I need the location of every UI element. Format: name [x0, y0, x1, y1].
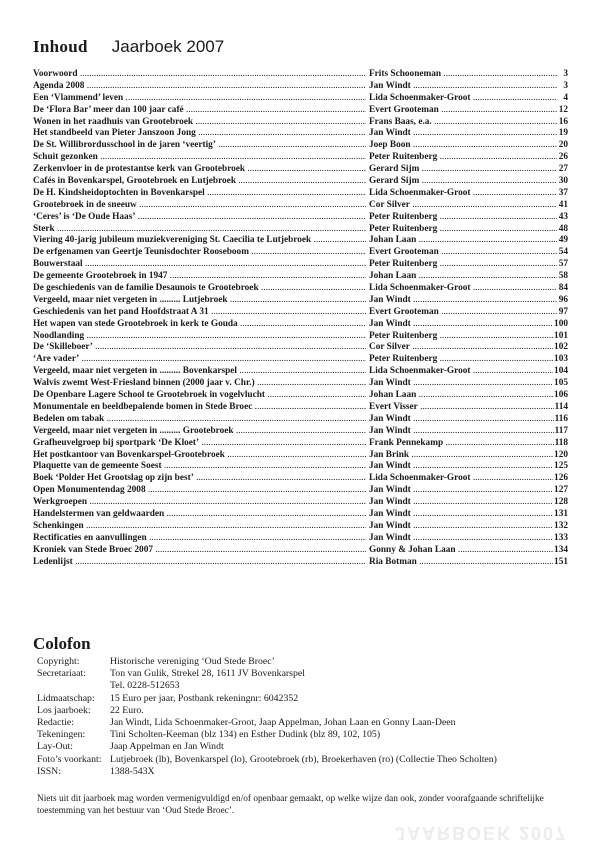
colofon-value: Historische vereniging ‘Oud Stede Broec’	[110, 656, 275, 667]
toc-entry	[33, 342, 568, 354]
colofon-key: Copyright:	[37, 656, 80, 667]
toc-entry	[33, 152, 568, 164]
colofon-row	[37, 754, 577, 766]
toc-entry	[33, 117, 568, 129]
toc-page: 37	[558, 187, 568, 198]
toc-author: Jan Windt .....	[369, 521, 557, 533]
toc-title: Een ‘Vlammend’ leven .....	[33, 93, 366, 105]
colofon-title: Colofon	[33, 634, 91, 653]
toc-title: De gemeente Grootebroek in 1947 .....	[33, 271, 366, 283]
toc-author: Lida Schoenmaker-Groot .....	[369, 283, 557, 295]
toc-title: Boek ‘Polder Het Grootslag op zijn best’ .....	[33, 473, 366, 485]
toc-author: Peter Ruitenberg .....	[369, 259, 557, 271]
toc-page: 97	[558, 306, 568, 317]
page-header	[33, 37, 224, 57]
colofon-value: Tini Scholten-Keeman (blz 134) en Esther Dudink (blz 89, 102, 105)	[110, 729, 381, 741]
toc-title: Bouwerstaal .....	[33, 259, 366, 271]
toc-entry	[33, 366, 568, 378]
toc-entry	[33, 140, 568, 152]
toc-title: Schenkingen .....	[33, 521, 366, 533]
toc-entry	[33, 259, 568, 271]
toc-page: 43	[558, 211, 568, 222]
toc-author: Lida Schoenmaker-Groot .....	[369, 188, 557, 200]
toc-title: Open Monumentendag 2008 .....	[33, 485, 366, 497]
toc-author: Frans Baas, e.a. .....	[369, 117, 557, 129]
toc-page: 41	[558, 199, 568, 210]
toc-author: Peter Ruitenberg .....	[369, 152, 557, 164]
toc-page: 151	[554, 556, 568, 567]
toc-title: De H. Kindsheidoptochten in Bovenkarspel .....	[33, 188, 366, 200]
colofon-row	[37, 741, 577, 753]
contents-label: Inhoud	[33, 37, 88, 56]
toc-entry	[33, 319, 568, 331]
toc-author: Jan Windt .....	[369, 295, 557, 307]
toc-title: Voorwoord .....	[33, 69, 366, 81]
toc-author: Jan Windt .....	[369, 426, 557, 438]
toc-title: ‘Are vader’ .....	[33, 354, 366, 366]
toc-title: Het standbeeld van Pieter Janszoon Jong .....	[33, 128, 366, 140]
toc-entry	[33, 235, 568, 247]
toc-entry	[33, 212, 568, 224]
toc-author: Evert Visser .....	[369, 402, 557, 414]
toc-author: Gonny & Johan Laan .....	[369, 545, 557, 557]
toc-entry	[33, 426, 568, 438]
colofon-key: Tekeningen:	[37, 729, 86, 741]
toc-page: 105	[554, 378, 568, 389]
toc-page: 127	[554, 485, 568, 496]
colofon-key: ISSN:	[37, 765, 61, 777]
toc-title: Plaquette van de gemeente Soest .....	[33, 461, 366, 473]
toc-entry	[33, 200, 568, 212]
toc-entry	[33, 307, 568, 319]
toc-page: 3	[563, 80, 568, 91]
toc-author: Lida Schoenmaker-Groot .....	[369, 473, 557, 485]
toc-page: 102	[554, 342, 568, 353]
toc-page: 16	[558, 116, 568, 127]
toc-title: Wonen in het raadhuis van Grootebroek .....	[33, 117, 366, 129]
toc-title: Het wapen van stede Grootebroek in kerk te Gouda .....	[33, 319, 366, 331]
toc-title: Rectificaties en aanvullingen .....	[33, 533, 366, 545]
toc-author: Frits Schooneman .....	[369, 69, 557, 81]
toc-author: Cor Silver .....	[369, 342, 557, 354]
table-of-contents	[33, 69, 568, 568]
toc-title: Vergeeld, maar niet vergeten in ......... Bovenkarspel .....	[33, 366, 366, 378]
colofon-value: 1388-543X	[110, 765, 155, 777]
colofon-value: 15 Euro per jaar, Postbank rekeningnr: 6042352	[110, 692, 299, 704]
toc-page: 12	[558, 104, 568, 115]
toc-entry	[33, 164, 568, 176]
colofon-row	[37, 717, 577, 729]
colofon-list	[37, 656, 577, 778]
toc-title: Walvis zwemt West-Friesland binnen (2000 jaar v. Chr.) .....	[33, 378, 366, 390]
colofon-key: Lay-Out:	[37, 741, 73, 753]
toc-title: De Openbare Lagere School te Grootebroek in vogelvlucht .....	[33, 390, 366, 402]
toc-title: Grafheuvelgroep bij sportpark ‘De Kloet’ .....	[33, 438, 366, 450]
toc-entry	[33, 247, 568, 259]
colofon-row	[37, 766, 577, 778]
toc-entry	[33, 545, 568, 557]
toc-author: Jan Windt .....	[369, 378, 557, 390]
toc-title: Handelstermen van geldwaarden .....	[33, 509, 366, 521]
toc-page: 118	[554, 437, 568, 448]
toc-author: Jan Windt .....	[369, 319, 557, 331]
toc-page: 48	[558, 223, 568, 234]
toc-title: Bedelen om tabak .....	[33, 414, 366, 426]
toc-page: 131	[554, 508, 568, 519]
toc-page: 128	[554, 497, 568, 508]
toc-page: 26	[558, 152, 568, 163]
toc-author: Cor Silver .....	[369, 200, 557, 212]
toc-author: Frank Pennekamp .....	[369, 438, 557, 450]
colofon-row	[37, 668, 577, 680]
toc-entry	[33, 485, 568, 497]
colofon-value: Tel. 0228-512653	[110, 680, 180, 692]
toc-page: 96	[558, 294, 568, 305]
colofon-value: Lutjebroek (lb), Bovenkarspel (lo), Grootebroek (rb), Broekerhaven (ro) (Collectie Theo Scholten)	[110, 753, 497, 765]
toc-entry	[33, 473, 568, 485]
toc-author: Lida Schoenmaker-Groot .....	[369, 93, 557, 105]
toc-entry	[33, 557, 568, 569]
toc-author: Johan Laan .....	[369, 271, 557, 283]
toc-author: Jan Windt .....	[369, 128, 557, 140]
yearbook-title: Jaarboek 2007	[111, 37, 225, 56]
toc-author: Gerard Sijm .....	[369, 176, 557, 188]
toc-title: Schuit gezonken .....	[33, 152, 366, 164]
toc-title: De St. Willibrordusschool in de jaren ‘veertig’ .....	[33, 140, 366, 152]
toc-entry	[33, 390, 568, 402]
toc-title: Grootebroek in de sneeuw .....	[33, 200, 366, 212]
toc-page: 120	[554, 449, 568, 460]
toc-author: Joep Boon .....	[369, 140, 557, 152]
toc-page: 133	[554, 532, 568, 543]
toc-title: ‘Ceres’ is ‘De Oude Haas’ .....	[33, 212, 366, 224]
toc-page: 114	[554, 401, 568, 412]
toc-author: Peter Ruitenberg .....	[369, 331, 557, 343]
toc-author: Peter Ruitenberg .....	[369, 354, 557, 366]
toc-author: Jan Windt .....	[369, 414, 557, 426]
toc-author: Peter Ruitenberg .....	[369, 224, 557, 236]
toc-entry	[33, 331, 568, 343]
toc-author: Jan Windt .....	[369, 485, 557, 497]
toc-page: 134	[554, 544, 568, 555]
toc-author: Jan Windt .....	[369, 497, 557, 509]
toc-page: 101	[554, 330, 568, 341]
colofon-row	[37, 729, 577, 741]
copyright-notice: Niets uit dit jaarboek mag worden vermenigvuldigd en/of openbaar gemaakt, op welke wijze dan ook, zonder voorafgaande schriftelijke toestemming van het bestuur van ‘Oud Stede Broec’.	[37, 794, 544, 816]
colofon-row	[37, 656, 577, 668]
colofon-value: 22 Euro.	[110, 704, 144, 716]
toc-title: Viering 40-jarig jubileum muziekvereniging St. Caecilia te Lutjebroek .....	[33, 235, 366, 247]
toc-page: 49	[558, 235, 568, 246]
toc-author: Evert Grooteman .....	[369, 307, 557, 319]
toc-entry	[33, 224, 568, 236]
toc-title: Het postkantoor van Bovenkarspel-Grootebroek .....	[33, 450, 366, 462]
toc-page: 4	[563, 92, 568, 103]
toc-entry	[33, 271, 568, 283]
toc-page: 117	[554, 425, 568, 436]
toc-entry	[33, 438, 568, 450]
toc-page: 106	[554, 390, 568, 401]
toc-page: 54	[558, 247, 568, 258]
toc-entry	[33, 128, 568, 140]
toc-author: Jan Windt .....	[369, 533, 557, 545]
toc-entry	[33, 521, 568, 533]
toc-title: Noodlanding .....	[33, 331, 366, 343]
toc-title: Zerkenvloer in de protestantse kerk van Grootebroek .....	[33, 164, 366, 176]
toc-title: De ‘Skilleboer’ .....	[33, 342, 366, 354]
colofon-row	[37, 680, 577, 692]
toc-title: Kroniek van Stede Broec 2007 .....	[33, 545, 366, 557]
toc-page: 126	[554, 473, 568, 484]
toc-page: 27	[558, 164, 568, 175]
colofon-value: Jaap Appelman en Jan Windt	[110, 741, 224, 753]
colofon-key: Foto’s voorkant:	[37, 753, 102, 765]
toc-page: 58	[558, 271, 568, 282]
toc-page: 125	[554, 461, 568, 472]
toc-title: Cafés in Bovenkarspel, Grootebroek en Lutjebroek .....	[33, 176, 366, 188]
toc-title: Ledenlijst .....	[33, 557, 366, 569]
toc-entry	[33, 69, 568, 81]
toc-author: Evert Grooteman .....	[369, 105, 557, 117]
colofon-key: Los jaarboek:	[37, 704, 91, 716]
toc-title: De erfgenamen van Geertje Teunisdochter Rooseboom .....	[33, 247, 366, 259]
toc-author: Jan Windt .....	[369, 461, 557, 473]
toc-entry	[33, 105, 568, 117]
toc-title: Monumentale en beeldbepalende bomen in Stede Broec .....	[33, 402, 366, 414]
toc-author: Ria Botman .....	[369, 557, 557, 569]
toc-entry	[33, 533, 568, 545]
toc-page: 57	[558, 259, 568, 270]
toc-author: Johan Laan .....	[369, 235, 557, 247]
toc-author: Jan Brink .....	[369, 450, 557, 462]
toc-author: Gerard Sijm .....	[369, 164, 557, 176]
toc-page: 20	[558, 140, 568, 151]
toc-author: Jan Windt .....	[369, 81, 557, 93]
toc-entry	[33, 461, 568, 473]
colofon-row	[37, 693, 577, 705]
toc-entry	[33, 283, 568, 295]
toc-page: 116	[554, 413, 568, 424]
toc-entry	[33, 497, 568, 509]
toc-author: Johan Laan .....	[369, 390, 557, 402]
colofon-value: Ton van Gulik, Strekel 28, 1611 JV Bovenkarspel	[110, 668, 305, 680]
toc-entry	[33, 450, 568, 462]
toc-title: Sterk .....	[33, 224, 366, 236]
toc-page: 103	[554, 354, 568, 365]
toc-entry	[33, 188, 568, 200]
toc-page: 100	[554, 318, 568, 329]
toc-page: 3	[563, 69, 568, 79]
toc-author: Jan Windt .....	[369, 509, 557, 521]
colofon-key: Lidmaatschap:	[37, 692, 95, 704]
toc-title: Geschiedenis van het pand Hoofdstraat A 31 .....	[33, 307, 366, 319]
toc-entry	[33, 295, 568, 307]
colofon-row	[37, 705, 577, 717]
toc-entry	[33, 176, 568, 188]
toc-entry	[33, 354, 568, 366]
toc-author: Peter Ruitenberg .....	[369, 212, 557, 224]
show-through-text: JAARBOEK 2007	[395, 823, 568, 843]
toc-title: De ‘Flora Bar’ meer dan 100 jaar café .....	[33, 105, 366, 117]
toc-page: 30	[558, 176, 568, 187]
toc-author: Lida Schoenmaker-Groot .....	[369, 366, 557, 378]
toc-entry	[33, 93, 568, 105]
toc-title: Vergeeld, maar niet vergeten in ......... Lutjebroek .....	[33, 295, 366, 307]
colofon-key: Secretariaat:	[37, 668, 86, 680]
colofon-key: Redactie:	[37, 716, 74, 728]
toc-page: 132	[554, 520, 568, 531]
toc-page: 104	[554, 366, 568, 377]
toc-page: 19	[558, 128, 568, 139]
toc-title: Vergeeld, maar niet vergeten in ......... Grootebroek .....	[33, 426, 366, 438]
toc-title: De geschiedenis van de familie Desaunois te Grootebroek .....	[33, 283, 366, 295]
toc-entry	[33, 81, 568, 93]
toc-entry	[33, 509, 568, 521]
toc-title: Werkgroepen .....	[33, 497, 366, 509]
colofon-value: Jan Windt, Lida Schoenmaker-Groot, Jaap Appelman, Johan Laan en Gonny Laan-Deen	[110, 716, 456, 728]
toc-entry	[33, 402, 568, 414]
toc-entry	[33, 414, 568, 426]
toc-entry	[33, 378, 568, 390]
toc-page: 84	[558, 283, 568, 294]
toc-author: Evert Grooteman .....	[369, 247, 557, 259]
toc-title: Agenda 2008 .....	[33, 81, 366, 93]
